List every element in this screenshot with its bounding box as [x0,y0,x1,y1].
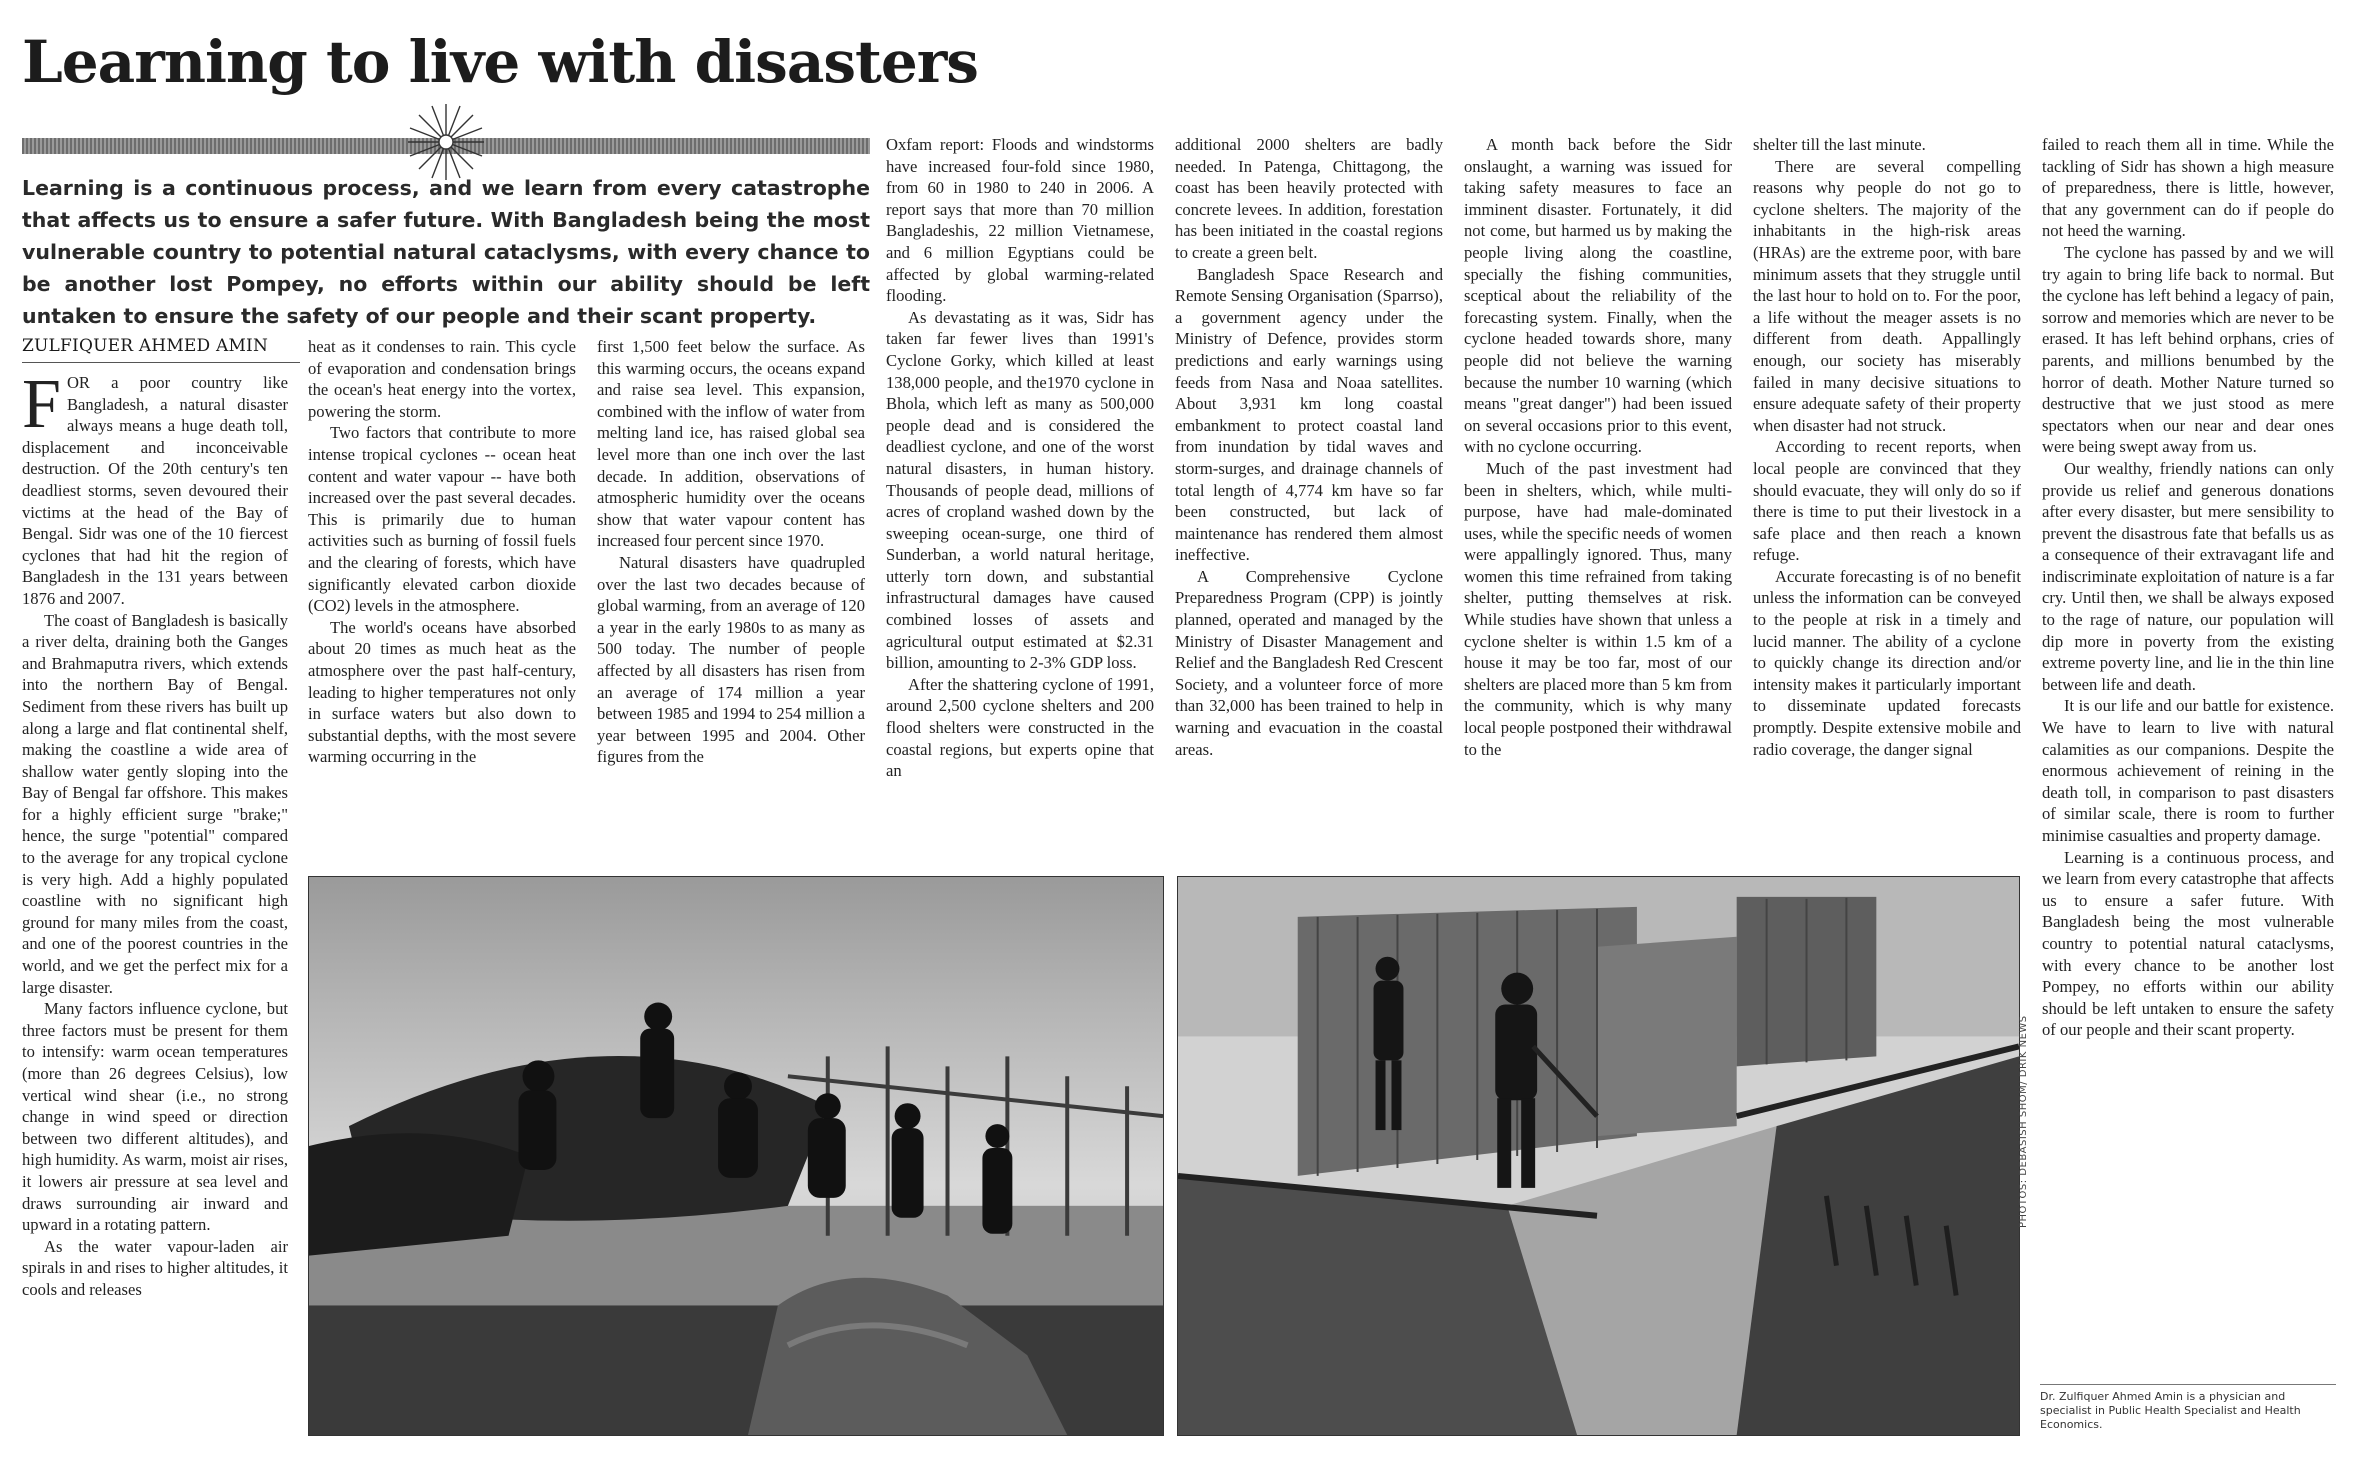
paragraph: heat as it condenses to rain. This cycle of evaporation and condensation brings the ocean's heat energy into the vortex, powering the storm. [308,337,576,421]
column-6 [1464,134,1732,861]
paragraph: first 1,500 feet below the surface. As this warming occurs, the oceans expand and raise sea level. This expansion, combined with the inflow of water from melting land ice, has raised global sea level more than one inch over the last decade. In addition, observations of atmospheric humidity over the oceans show that water vapour content has increased four percent since 1970. [597,337,865,551]
photo-shelter-digging-image [1178,877,2019,1435]
column-5 [1175,134,1443,861]
column-7 [1753,134,2021,861]
bio-rule [2040,1384,2336,1385]
paragraph-text: OR a poor country like Bangladesh, a natural disaster always means a huge death toll, displacement and inconceivable destruction. Of the 20th century's ten deadliest storms, seven devoured their victims at the head of the Bay of Bengal. Sidr was one of the 10 fiercest cyclones that had hit the region of Bangladesh in the 131 years between 1876 and 2007. [22,373,288,608]
paragraph: There are several compelling reasons why people do not go to cyclone shelters. The majority of the inhabitants in the high-risk areas (HRAs) are the extreme poor, with bare minimum assets that they struggle until the last hour to hold on to. For the poor, a life without the meager assets is no different from death. Appallingly enough, our society has miserably failed in many decisive situations to ensure adequate safety of their property when disaster had not struck. [1753,156,2021,435]
byline: ZULFIQUER AHMED AMIN [22,336,269,356]
byline-rule [22,362,300,363]
standfirst: Learning is a continuous process, and we learn from every catastrophe that affects us to ensure a safer future. With Bangladesh being the most vulnerable country to potential natural cataclysms, with every chance to be another lost Pompey, no efforts within our ability should be left untaken to ensure the safety of our people and their scant property. [22,176,870,328]
paragraph: Many factors influence cyclone, but three factors must be present for them to intensify: warm ocean temperatures (more than 26 degrees Celsius), low vertical wind shear (i.e., no strong change in wind speed or direction between two different altitudes), and high humidity. As warm, moist air rises, it lowers air pressure at sea level and draws surrounding air inward and upward in a rotating pattern. [22,999,288,1235]
paragraph: Oxfam report: Floods and windstorms have increased four-fold since 1980, from 60 in 1980 to 240 in 2006. A report says that more than 70 million Bangladeshis, 22 million Vietnamese, and 6 million Egyptians could be affected by global warming-related flooding. [886,135,1154,306]
paragraph: Bangladesh Space Research and Remote Sensing Organisation (Sparrso), a government agency under the Ministry of Defence, provides storm predictions and early warnings using feeds from Nasa and Noaa satellites. About 3,931 km long coastal embankment to protect coastal land from inundation by tidal waves and storm-surges, and drainage channels of total length of 4,774 km have so far been constructed, but lack of maintenance has rendered them almost ineffective. [1175,264,1443,565]
paragraph: Much of the past investment had been in shelters, which, while multi-purpose, have had male-dominated uses, while the specific needs of women were appallingly ignored. Thus, many women this time refrained from taking shelter, putting themselves at risk. While studies have shown that unless a cyclone shelter is within 1.5 km of a house it may be too far, most of our shelters are placed more than 5 km from the community, which is why many local people postponed their withdrawal to the [1464,458,1732,759]
paragraph: Natural disasters have quadrupled over the last two decades because of global warming, from an average of 120 a year in the early 1980s to as many as 500 today. The number of people affected by all disasters has risen from an average of 174 million a year between 1985 and 1994 to 254 million a year between 1995 and 2004. Other figures from the [597,552,865,767]
photo-boat-crew-image [309,877,1163,1435]
paragraph: additional 2000 shelters are badly needed. In Patenga, Chittagong, the coast has been heavily protected with concrete levees. In addition, forestation has been initiated in the coastal regions to create a green belt. [1175,135,1443,262]
starburst-icon [408,104,484,180]
paragraph: After the shattering cyclone of 1991, around 2,500 cyclone shelters and 200 flood shelters were constructed in the coastal regions, but experts opine that an [886,674,1154,781]
column-1 [22,372,288,1442]
photo-shelter-digging [1177,876,2020,1436]
paragraph: As the water vapour-laden air spirals in and rises to higher altitudes, it cools and releases [22,1236,288,1299]
paragraph: The cyclone has passed by and we will try again to bring life back to normal. But the cyclone has left behind a legacy of pain, sorrow and memories which are never to be erased. It has left behind orphans, cries of parents, and millions benumbed by the horror of death. Mother Nature turned so destructive that we just stood as mere spectators when our near and dear ones were being swept away from us. [2042,242,2334,457]
headline: Learning to live with disasters [22,28,978,96]
paragraph [22,372,288,610]
photo-credit: PHOTOS: DEBASISH SHOM/ DRIK NEWS [2018,1015,2029,1228]
photo-boat-crew [308,876,1164,1436]
paragraph: Learning is a continuous process, and we learn from every catastrophe that affects us to ensure a safer future. With Bangladesh being the most vulnerable country to potential natural cataclysms, with every chance to be another lost Pompey, no efforts within our ability should be left untaken to ensure the safety of our people and their scant property. [2042,847,2334,1040]
paragraph: It is our life and our battle for existence. We have to learn to live with natural calamities as our companions. Despite the enormous achievement of reining in the death toll, in comparison to past disasters of similar scale, there is room to further minimise casualties and property damage. [2042,696,2334,845]
column-4 [886,134,1154,861]
paragraph: failed to reach them all in time. While the tackling of Sidr has shown a high measure of preparedness, there is little, however, that any government can do if people do not heed the warning. [2042,135,2334,241]
column-8 [2042,134,2334,1379]
paragraph: The world's oceans have absorbed about 20 times as much heat as the atmosphere over the past half-century, leading to higher temperatures not only in surface waters but also down to substantial depths, with the most severe warming occurring in the [308,617,576,767]
paragraph: Our wealthy, friendly nations can only provide us relief and generous donations after every disaster, but mere sensibility to prevent the disastrous fate that befalls us as a consequence of their extravagant life and indiscriminate exploitation of nature is a far cry. Until then, we shall be always exposed to the rage of nature, our population will dip more in poverty from the existing extreme poverty line, and lie in the thin line between life and death. [2042,458,2334,694]
paragraph: Two factors that contribute to more intense tropical cyclones -- ocean heat content and water vapour -- have both increased over the past several decades. This is primarily due to human activities such as burning of fossil fuels and the clearing of forests, which have significantly elevated carbon dioxide (CO2) levels in the atmosphere. [308,423,576,616]
paragraph: As devastating as it was, Sidr has taken far fewer lives than 1991's Cyclone Gorky, which killed at least 138,000 people, and the1970 cyclone in Bhola, which left as many as 500,000 people dead and is considered the deadliest cyclone, and one of the worst natural disasters, in human history. Thousands of people dead, millions of acres of cropland washed down by the sweeping ocean-surge, one third of Sunderban, a world natural heritage, utterly torn down, and substantial infrastructural damages have caused combined losses of assets and agricultural output estimated at $2.31 billion, amounting to 2-3% GDP loss. [886,307,1154,673]
author-bio: Dr. Zulfiquer Ahmed Amin is a physician and specialist in Public Health Specialist and Health Economics. [2040,1390,2301,1431]
paragraph: Accurate forecasting is of no benefit unless the information can be conveyed to the people at risk in a timely and lucid manner. The ability of a cyclone to quickly change its direction and/or intensity makes it particularly important to disseminate updated forecasts promptly. Despite extensive mobile and radio coverage, the danger signal [1753,566,2021,759]
paragraph: shelter till the last minute. [1753,135,1926,154]
column-3 [597,336,865,861]
paragraph: A Comprehensive Cyclone Preparedness Program (CPP) is jointly planned, operated and managed by the Ministry of Disaster Management and Relief and the Bangladesh Red Crescent Society, and a volunteer force of more than 32,000 has been trained to help in warning and evacuation in the coastal areas. [1175,566,1443,759]
column-2 [308,336,576,861]
paragraph: According to recent reports, when local people are convinced that they should evacuate, they will only do so if there is time to put their livestock in a safe place and then reach a known refuge. [1753,437,2021,565]
paragraph: A month back before the Sidr onslaught, a warning was issued for taking safety measures to face an imminent disaster. Fortunately, it did not come, but harmed us by making the people living along the coastline, specially the fishing communities, sceptical about the reliability of the forecasting system. Finally, when the cyclone headed towards shore, many people did not believe the warning because the number 10 warning (which means "great danger") had been issued on several occasions prior to this event, with no cyclone occurring. [1464,135,1732,457]
paragraph: The coast of Bangladesh is basically a river delta, draining both the Ganges and Brahmaputra rivers, which extends into the northern Bay of Bengal. Sediment from these rivers has built up along a large and flat continental shelf, making the coastline a wide area of shallow water gently sloping into the Bay of Bengal far offshore. This makes for a highly efficient surge "brake;" hence, the surge "potential" compared to the average for any tropical cyclone is very high. Add a highly populated coastline with no significant high ground for many miles from the coast, and one of the poorest countries in the world, and we get the perfect mix for a large disaster. [22,610,288,997]
drop-cap: F [22,372,61,443]
